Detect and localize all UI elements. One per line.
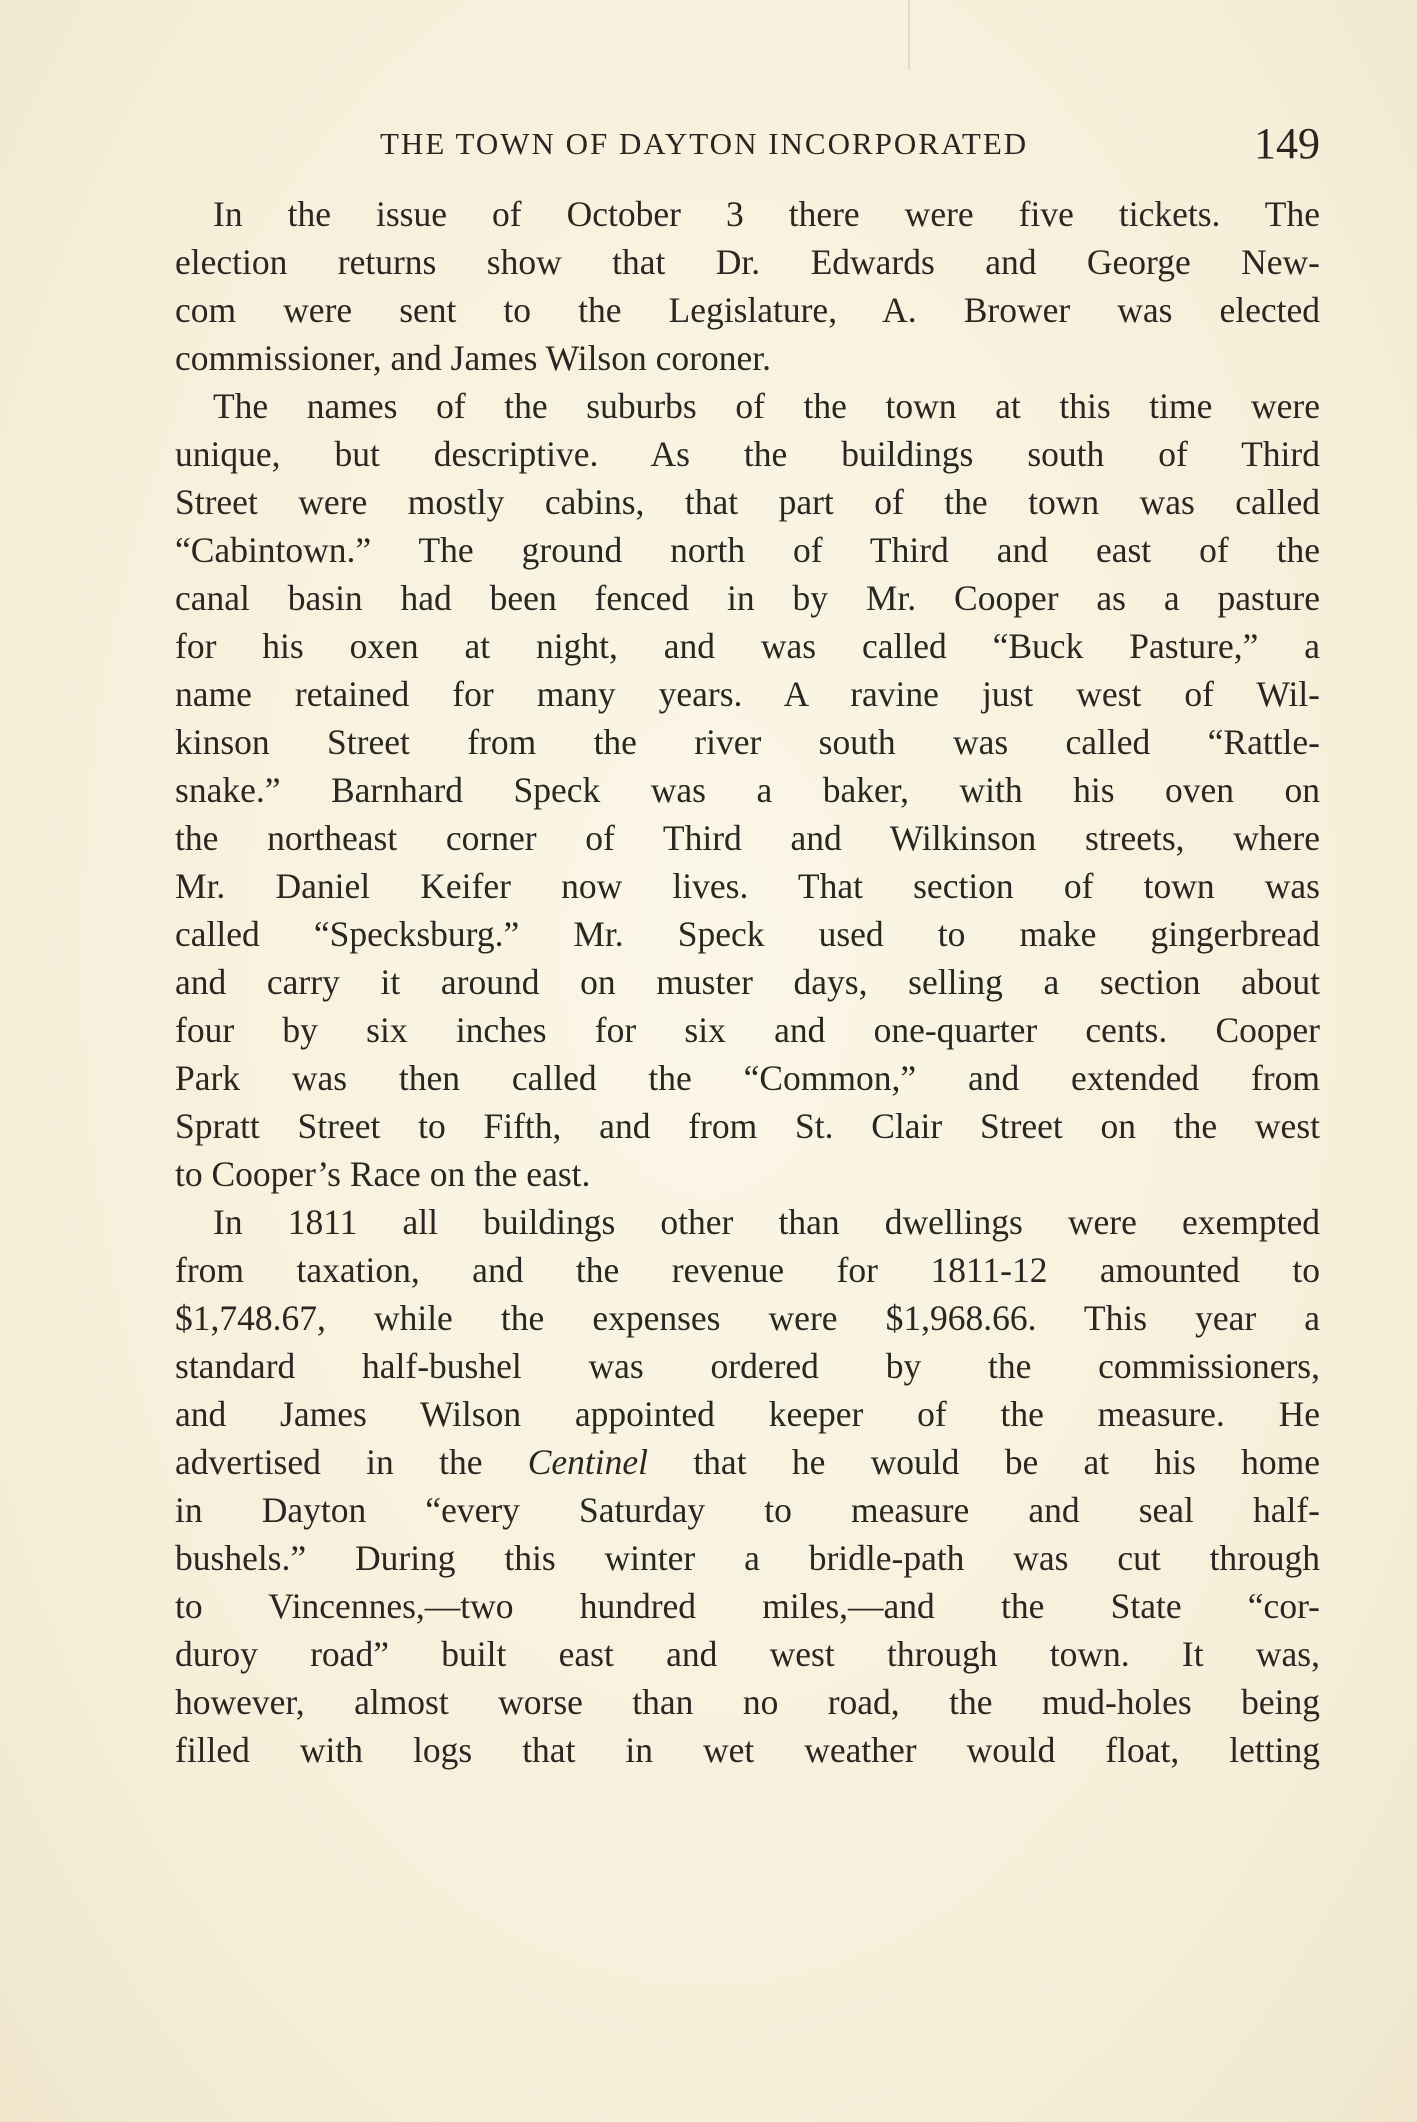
paragraph <box>175 382 1320 1198</box>
text-line: The names of the suburbs of the town at this time were <box>213 386 1320 426</box>
text-line: election returns show that Dr. Edwards and George New- <box>175 242 1320 282</box>
text-line: to Cooper’s Race on the east. <box>175 1154 591 1194</box>
paper-crease <box>908 0 910 70</box>
paragraph <box>175 190 1320 382</box>
text-line <box>175 1438 1320 1486</box>
text-line: standard half-bushel was ordered by the commissioners, <box>175 1346 1320 1386</box>
text-line: bushels.” During this winter a bridle-path was cut through <box>175 1538 1320 1578</box>
text-line: in Dayton “every Saturday to measure and seal half- <box>175 1490 1320 1530</box>
text-line: In 1811 all buildings other than dwellings were exempted <box>213 1202 1320 1242</box>
text-line: Spratt Street to Fifth, and from St. Clair Street on the west <box>175 1106 1320 1146</box>
text-line: four by six inches for six and one-quarter cents. Cooper <box>175 1010 1320 1050</box>
page-number: 149 <box>1254 119 1320 168</box>
text-line: to Vincennes,—two hundred miles,—and the State “cor- <box>175 1586 1320 1626</box>
text-line: filled with logs that in wet weather would float, letting <box>175 1730 1320 1770</box>
text-line: Park was then called the “Common,” and extended from <box>175 1058 1320 1098</box>
text-line: commissioner, and James Wilson coroner. <box>175 338 771 378</box>
text-run: advertised in the <box>175 1442 528 1482</box>
text-line: and James Wilson appointed keeper of the measure. He <box>175 1394 1320 1434</box>
text-line: called “Specksburg.” Mr. Speck used to make gingerbread <box>175 914 1320 954</box>
text-line: com were sent to the Legislature, A. Brower was elected <box>175 290 1320 330</box>
text-line: “Cabintown.” The ground north of Third and east of the <box>175 530 1320 570</box>
text-line: kinson Street from the river south was called “Rattle- <box>175 722 1320 762</box>
text-line: name retained for many years. A ravine just west of Wil- <box>175 674 1320 714</box>
text-line: unique, but descriptive. As the buildings south of Third <box>175 434 1320 474</box>
paragraph <box>175 1198 1320 1774</box>
text-line: snake.” Barnhard Speck was a baker, with his oven on <box>175 770 1320 810</box>
running-header <box>380 118 1320 168</box>
text-line: In the issue of October 3 there were five tickets. The <box>213 194 1320 234</box>
newspaper-title: Centinel <box>527 1442 649 1482</box>
text-line: Street were mostly cabins, that part of the town was called <box>175 482 1320 522</box>
text-line: Mr. Daniel Keifer now lives. That section of town was <box>175 866 1320 906</box>
text-line: the northeast corner of Third and Wilkinson streets, where <box>175 818 1320 858</box>
body-text <box>175 190 1320 1774</box>
text-line: duroy road” built east and west through town. It was, <box>175 1634 1320 1674</box>
text-run: that he would be at his home <box>648 1442 1320 1482</box>
text-line: $1,748.67, while the expenses were $1,968.66. This year a <box>175 1298 1320 1338</box>
text-line: canal basin had been fenced in by Mr. Cooper as a pasture <box>175 578 1320 618</box>
text-line: from taxation, and the revenue for 1811-12 amounted to <box>175 1250 1320 1290</box>
text-line: however, almost worse than no road, the mud-holes being <box>175 1682 1320 1722</box>
text-line: for his oxen at night, and was called “Buck Pasture,” a <box>175 626 1320 666</box>
running-title: THE TOWN OF DAYTON INCORPORATED <box>380 126 1029 161</box>
text-line: and carry it around on muster days, selling a section about <box>175 962 1320 1002</box>
